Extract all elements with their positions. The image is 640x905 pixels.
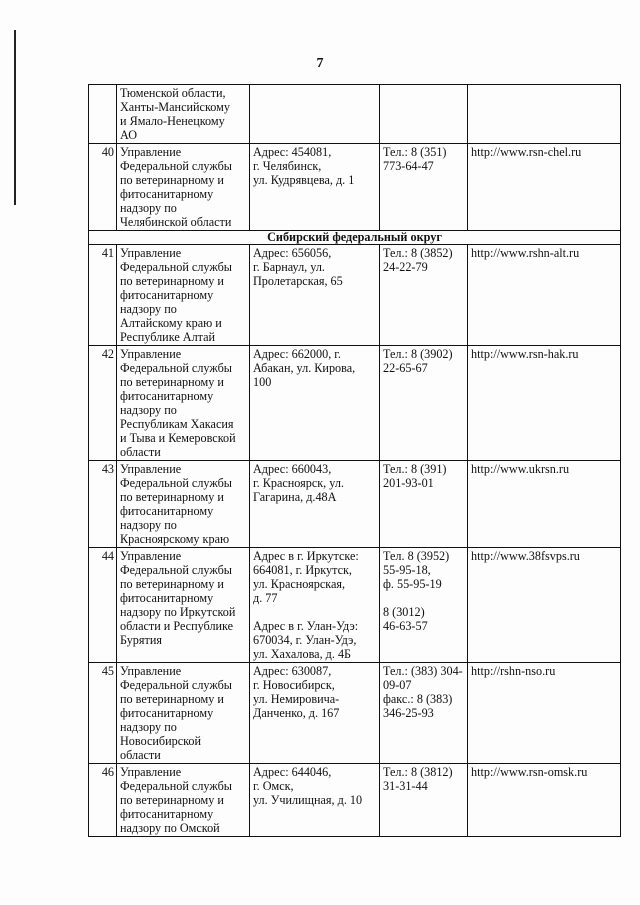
region-header-row xyxy=(89,231,621,245)
organization-cell: Управление Федеральной службы по ветеринарному и фитосанитарному надзору по Новосибирской области xyxy=(117,663,250,764)
table-row xyxy=(89,663,621,764)
phone-cell: Тел.: 8 (351) 773-64-47 xyxy=(380,144,468,231)
phone-cell: Тел.: 8 (3902) 22-65-67 xyxy=(380,346,468,461)
address-cell: Адрес: 662000, г. Абакан, ул. Кирова, 100 xyxy=(250,346,380,461)
row-number: 40 xyxy=(89,144,117,231)
address-cell: Адрес: 644046, г. Омск, ул. Училищная, д. 10 xyxy=(250,764,380,837)
phone-cell: Тел. 8 (3952) 55-95-18, ф. 55-95-19 8 (3012) 46-63-57 xyxy=(380,548,468,663)
table-row xyxy=(89,461,621,548)
website-cell[interactable]: http://www.rsn-omsk.ru xyxy=(468,764,621,837)
row-number: 41 xyxy=(89,245,117,346)
organization-cell: Тюменской области, Ханты-Мансийскому и Ямало-Ненецкому АО xyxy=(117,85,250,144)
address-cell: Адрес в г. Иркутске: 664081, г. Иркутск, ул. Красноярская, д. 77 Адрес в г. Улан-Удэ: 670034, г. Улан-Удэ, ул. Хахалова, д. 4Б xyxy=(250,548,380,663)
organization-cell: Управление Федеральной службы по ветеринарному и фитосанитарному надзору по Иркутской области и Республике Бурятия xyxy=(117,548,250,663)
phone-cell: Тел.: 8 (3852) 24-22-79 xyxy=(380,245,468,346)
row-number: 42 xyxy=(89,346,117,461)
phone-cell xyxy=(380,85,468,144)
registry-table xyxy=(88,84,621,837)
address-cell: Адрес: 656056, г. Барнаул, ул. Пролетарская, 65 xyxy=(250,245,380,346)
table-row xyxy=(89,245,621,346)
phone-cell: Тел.: 8 (391) 201-93-01 xyxy=(380,461,468,548)
website-cell[interactable]: http://www.38fsvps.ru xyxy=(468,548,621,663)
organization-cell: Управление Федеральной службы по ветеринарному и фитосанитарному надзору по Республикам Хакасия и Тыва и Кемеровской области xyxy=(117,346,250,461)
row-number xyxy=(89,85,117,144)
website-cell xyxy=(468,85,621,144)
website-cell[interactable]: http://www.rshn-alt.ru xyxy=(468,245,621,346)
table-row xyxy=(89,144,621,231)
address-cell: Адрес: 454081, г. Челябинск, ул. Кудрявцева, д. 1 xyxy=(250,144,380,231)
row-number: 46 xyxy=(89,764,117,837)
table-row xyxy=(89,764,621,837)
page-number: 7 xyxy=(316,56,324,71)
website-cell[interactable]: http://rshn-nso.ru xyxy=(468,663,621,764)
region-label: Сибирский федеральный округ xyxy=(89,231,621,245)
row-number: 45 xyxy=(89,663,117,764)
address-cell: Адрес: 630087, г. Новосибирск, ул. Немировича- Данченко, д. 167 xyxy=(250,663,380,764)
organization-cell: Управление Федеральной службы по ветеринарному и фитосанитарному надзору по Красноярскому краю xyxy=(117,461,250,548)
phone-cell: Тел.: (383) 304- 09-07 факс.: 8 (383) 346-25-93 xyxy=(380,663,468,764)
table-row xyxy=(89,548,621,663)
row-number: 44 xyxy=(89,548,117,663)
organization-cell: Управление Федеральной службы по ветеринарному и фитосанитарному надзору по Челябинской области xyxy=(117,144,250,231)
row-number: 43 xyxy=(89,461,117,548)
organization-cell: Управление Федеральной службы по ветеринарному и фитосанитарному надзору по Омской xyxy=(117,764,250,837)
organization-cell: Управление Федеральной службы по ветеринарному и фитосанитарному надзору по Алтайскому краю и Республике Алтай xyxy=(117,245,250,346)
address-cell xyxy=(250,85,380,144)
website-cell[interactable]: http://www.ukrsn.ru xyxy=(468,461,621,548)
website-cell[interactable]: http://www.rsn-hak.ru xyxy=(468,346,621,461)
table-row xyxy=(89,346,621,461)
phone-cell: Тел.: 8 (3812) 31-31-44 xyxy=(380,764,468,837)
address-cell: Адрес: 660043, г. Красноярск, ул. Гагарина, д.48А xyxy=(250,461,380,548)
website-cell[interactable]: http://www.rsn-chel.ru xyxy=(468,144,621,231)
table-row xyxy=(89,85,621,144)
registry-table-body xyxy=(89,85,621,837)
